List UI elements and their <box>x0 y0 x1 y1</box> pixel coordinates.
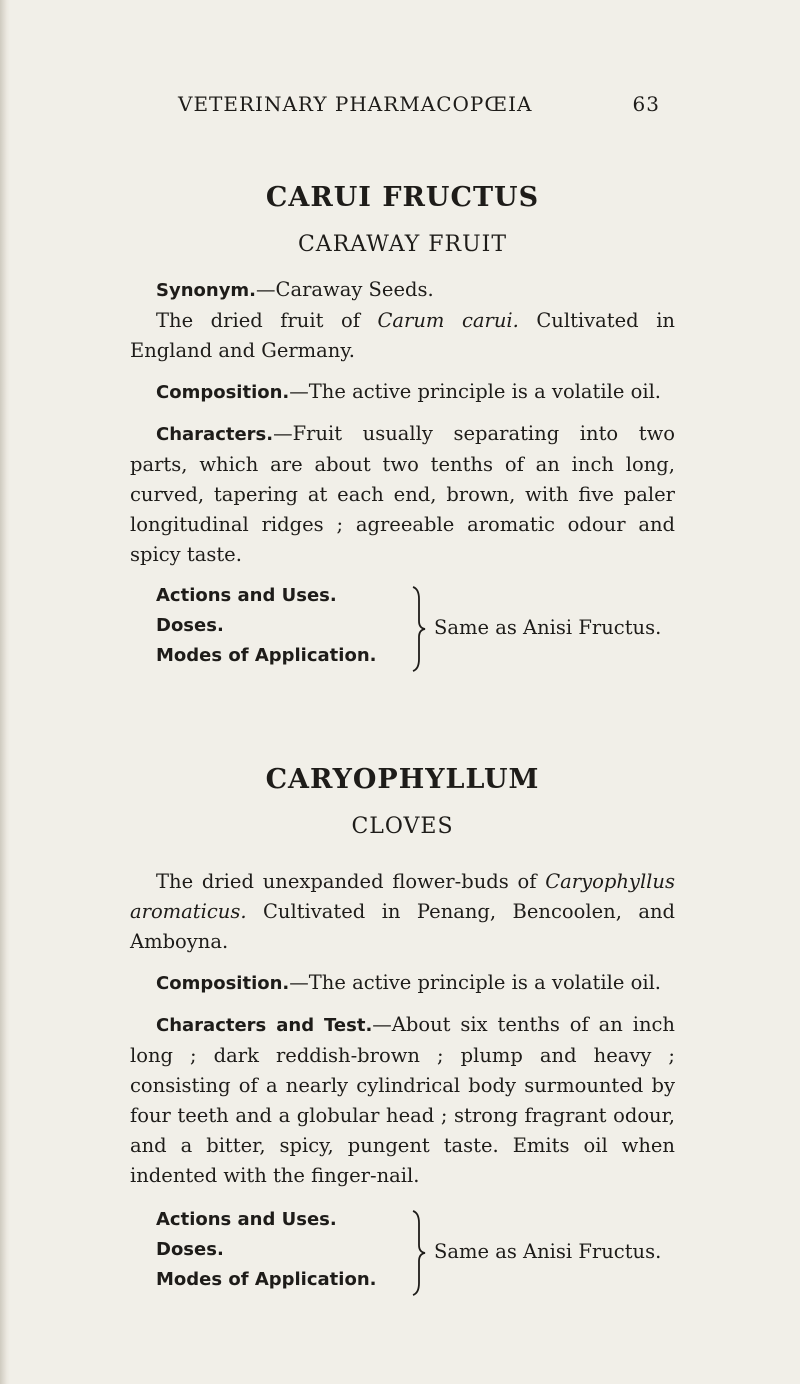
composition-text: —The active principle is a volatile oil. <box>289 380 662 403</box>
doses-label: Doses. <box>156 615 224 636</box>
composition-paragraph <box>130 377 675 408</box>
synonym-label: Synonym. <box>156 280 257 301</box>
description-paragraph <box>130 306 675 366</box>
brace-labels <box>156 1205 376 1295</box>
characters-paragraph <box>130 419 675 570</box>
doses-label: Doses. <box>156 1239 224 1260</box>
characters-text: —Fruit usually separating into two parts, which are about two tenths of an inch long, curved, tapering at each end, brown, with five paler longitudinal ridges ; agreeable aromatic odour and spicy taste. <box>130 422 675 566</box>
entry-subtitle: CARAWAY FRUIT <box>297 232 508 257</box>
characters-text: —About six tenths of an inch long ; dark reddish-brown ; plump and heavy ; consisting of a nearly cylindrical body surmounted by four teeth and a globular head ; strong fragrant odour, and a bitter, spicy, pungent taste. Emits oil when indented with the finger-nail. <box>130 1013 675 1187</box>
right-brace-icon <box>411 585 427 673</box>
modes-label: Modes of Application. <box>156 1269 377 1290</box>
page-edge-shadow <box>0 0 10 1384</box>
actions-uses-label: Actions and Uses. <box>156 585 337 606</box>
entry-caryophyllum <box>130 764 675 1301</box>
characters-label: Characters and Test. <box>156 1015 373 1036</box>
description-suffix: Cultivated in England and Germany. <box>130 309 675 362</box>
brace-block <box>156 581 675 677</box>
brace-labels <box>156 581 376 671</box>
composition-paragraph <box>130 968 675 999</box>
entry-title: CARYOPHYLLUM <box>265 764 540 795</box>
entry-title: CARUI FRUCTUS <box>265 182 540 213</box>
brace-block <box>156 1205 675 1301</box>
entry-subtitle: CLOVES <box>351 814 454 839</box>
actions-uses-label: Actions and Uses. <box>156 1209 337 1230</box>
same-as-text: Same as Anisi Fructus. <box>434 616 662 639</box>
running-title: VETERINARY PHARMACOPŒIA <box>178 92 533 116</box>
composition-text: —The active principle is a volatile oil. <box>289 971 662 994</box>
characters-paragraph <box>130 1010 675 1191</box>
page-number: 63 <box>632 92 660 116</box>
description-prefix: The dried fruit of <box>156 309 378 332</box>
description-paragraph <box>130 867 675 957</box>
latin-name: Carum carui. <box>377 309 519 332</box>
same-as-text: Same as Anisi Fructus. <box>434 1240 662 1263</box>
right-brace-icon <box>411 1209 427 1297</box>
entry-carui-fructus <box>130 182 675 677</box>
characters-label: Characters. <box>156 424 274 445</box>
synonym-text: —Caraway Seeds. <box>256 278 434 301</box>
composition-label: Composition. <box>156 973 290 994</box>
latin-name: Caryophyllus aromaticus. <box>130 870 675 923</box>
synonym-paragraph <box>130 275 675 306</box>
composition-label: Composition. <box>156 382 290 403</box>
description-prefix: The dried unexpanded flower-buds of <box>156 870 546 893</box>
modes-label: Modes of Application. <box>156 645 377 666</box>
description-suffix: Cultivated in Penang, Bencoolen, and Amboyna. <box>130 900 675 953</box>
